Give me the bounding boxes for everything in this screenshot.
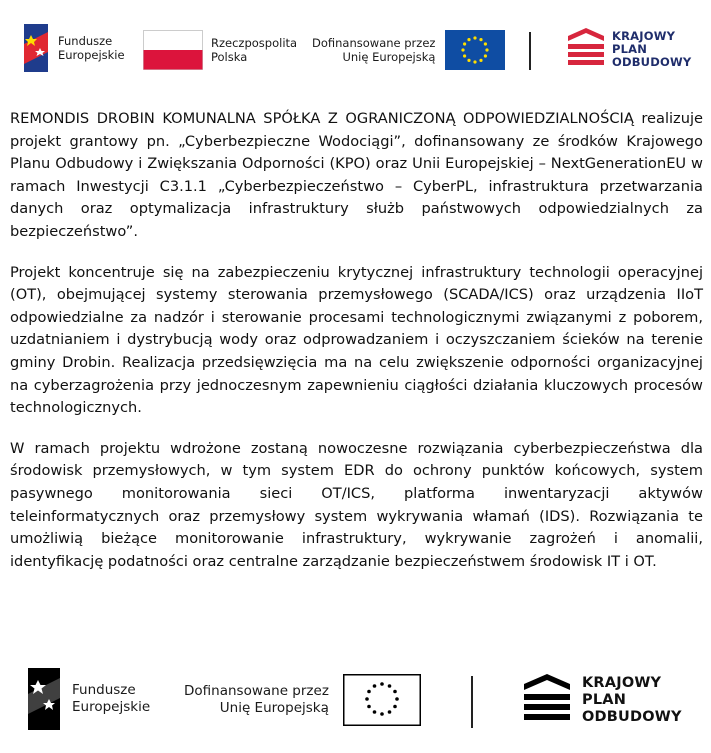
fundusze-europejskie-logo-mono bbox=[24, 664, 150, 734]
logo-divider-bottom bbox=[471, 676, 473, 728]
bottom-logo-bar bbox=[0, 660, 711, 740]
eu-funding-logo-mono bbox=[184, 674, 421, 726]
project-description bbox=[10, 108, 703, 591]
top-logo-bar bbox=[0, 20, 711, 82]
paragraph-project-solutions: W ramach projektu wdrożone zostaną nowoczesne rozwiązania cyberbezpieczeństwa dla środowisk przemysłowych, w tym system EDR do ochrony punktów końcowych, system pasywnego monitorowania sieci OT/ICS, platforma inwentaryzacji aktywów teleinformatycznych oraz przemysłowy system wykrywania włamań (IDS). Rozwiązania te umożliwią bieżące monitorowanie infrastruktury, wykrywanie zagrożeń i anomalii, identyfikację podatności oraz centralne zarządzanie bezpieczeństwem środowisk IT i OT. bbox=[10, 439, 703, 570]
fe-flag-icon bbox=[22, 22, 50, 74]
kpo-stripes-mono-icon bbox=[524, 674, 570, 726]
paragraph-project-scope: Projekt koncentruje się na zabezpieczeniu krytycznej infrastruktury technologii operacyjnej (OT), obejmującej systemy sterowania przemysłowego (SCADA/ICS) oraz urządzenia IIoT odpowiedzialne za nadzór i sterowanie procesami technologicznymi związanymi z poborem, uzdatnianiem i dystrybucją wody oraz odprowadzaniem i oczyszczaniem ścieków na terenie gminy Drobin. Realizacja przedsięwzięcia ma na celu zwiększenie odporności organizacyjnej na cyberzagrożenia przy jednoczesnym zapewnieniu ciągłości działania kluczowych procesów technologicznych. bbox=[10, 263, 703, 417]
eu-flag-icon bbox=[445, 30, 505, 70]
kpo-logo-mono-text: KRAJOWY PLAN ODBUDOWY bbox=[582, 674, 682, 725]
fe-flag-mono-icon bbox=[24, 664, 62, 734]
fundusze-europejskie-logo bbox=[22, 22, 125, 74]
kpo-stripes-icon bbox=[568, 28, 604, 70]
logo-divider bbox=[529, 32, 531, 70]
fe-logo-mono-text: Fundusze Europejskie bbox=[72, 682, 151, 715]
eu-logo-text: Dofinansowane przez Unię Europejską bbox=[312, 36, 436, 64]
kpo-logo-mono bbox=[524, 674, 682, 726]
polish-flag-icon bbox=[143, 30, 203, 70]
eu-logo-mono-text: Dofinansowane przez Unię Europejską bbox=[184, 683, 329, 716]
eu-funding-logo bbox=[312, 30, 505, 70]
kpo-logo bbox=[568, 28, 691, 70]
fe-logo-text: Fundusze Europejskie bbox=[58, 34, 125, 62]
paragraph-project-intro: REMONDIS DROBIN KOMUNALNA SPÓŁKA Z OGRANICZONĄ ODPOWIEDZIALNOŚCIĄ realizuje projekt grantowy pn. „Cyberbezpieczne Wodociągi”, dofinansowany ze środków Krajowego Planu Odbudowy i Zwiększania Odporności (KPO) oraz Unii Europejskiej – NextGenerationEU w ramach Inwestycji C3.1.1 „Cyberbezpieczeństwo – CyberPL, infrastruktura przetwarzania danych oraz optymalizacja infrastruktury służb państwowych odpowiedzialnych za bezpieczeństwo”. bbox=[10, 110, 703, 240]
eu-flag-mono-icon bbox=[343, 674, 421, 726]
kpo-logo-text: KRAJOWY PLAN ODBUDOWY bbox=[612, 28, 692, 69]
rzeczpospolita-polska-logo bbox=[143, 30, 297, 70]
rp-logo-text: Rzeczpospolita Polska bbox=[211, 36, 298, 64]
